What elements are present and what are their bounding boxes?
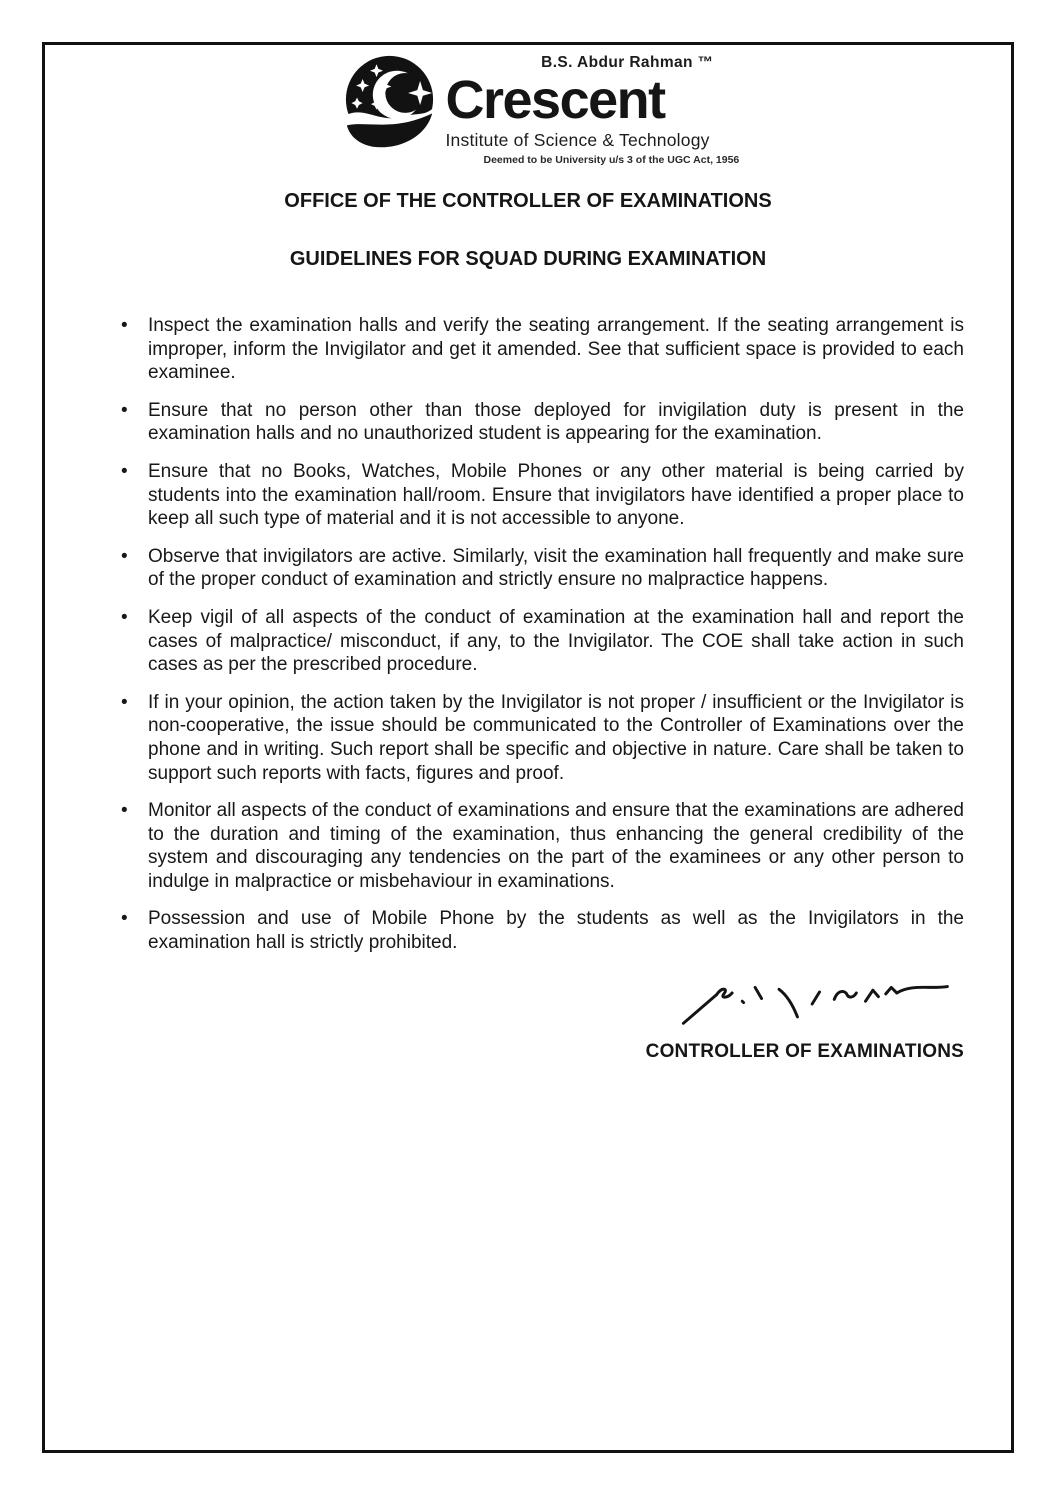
deemed-university-line: Deemed to be University u/s 3 of the UGC Act, 1956: [483, 154, 740, 166]
guideline-item: • Inspect the examination halls and verify the seating arrangement. If the seating arrangement is improper, inform the Invigilator and get it amended. See that sufficient space is provided to each examinee.: [148, 314, 964, 385]
guideline-item: • If in your opinion, the action taken by the Invigilator is not proper / insufficient or the Invigilator is non-cooperative, the issue should be communicated to the Controller of Examinations over the phone and in writing. Such report shall be specific and objective in nature. Care shall be taken to support such reports with facts, figures and proof.: [148, 691, 964, 785]
guideline-item: • Possession and use of Mobile Phone by the students as well as the Invigilators in the examination hall is strictly prohibited.: [148, 907, 964, 954]
handwritten-signature-icon: [664, 981, 964, 1027]
crescent-moon-stars-emblem-icon: [343, 54, 436, 156]
institute-line: Institute of Science & Technology: [445, 130, 710, 150]
brand-name: Crescent: [445, 70, 665, 130]
signatory-designation: CONTROLLER OF EXAMINATIONS: [645, 1040, 964, 1062]
guideline-item: • Ensure that no Books, Watches, Mobile Phones or any other material is being carried by students into the examination hall/room. Ensure that invigilators have identified a proper place to keep all such type of material and it is not accessible to anyone.: [148, 460, 964, 531]
logo-text-block: [445, 54, 740, 166]
signature-block: [45, 981, 1011, 1063]
guideline-item: • Monitor all aspects of the conduct of examinations and ensure that the examinations are adhered to the duration and timing of the examination, thus enhancing the general credibility of the system and discouraging any tendencies on the part of the examinees or any other person to indulge in malpractice or misbehaviour in examinations.: [148, 799, 964, 893]
document-subject-title: GUIDELINES FOR SQUAD DURING EXAMINATION: [289, 248, 767, 270]
office-title: OFFICE OF THE CONTROLLER OF EXAMINATIONS: [284, 190, 772, 212]
guideline-item: • Observe that invigilators are active. Similarly, visit the examination hall frequently and make sure of the proper conduct of examination and strictly ensure no malpractice happens.: [148, 545, 964, 592]
guideline-item: • Ensure that no person other than those deployed for invigilation duty is present in the examination halls and no unauthorized student is appearing for the examination.: [148, 399, 964, 446]
trademark-line: B.S. Abdur Rahman ™: [541, 54, 714, 71]
institution-logo: [45, 54, 1011, 166]
guideline-item: • Keep vigil of all aspects of the conduct of examination at the examination hall and report the cases of malpractice/ misconduct, if any, to the Invigilator. The COE shall take action in such cases as per the prescribed procedure.: [148, 606, 964, 677]
page-border-frame: [42, 42, 1014, 1453]
guidelines-list: [45, 314, 1011, 955]
